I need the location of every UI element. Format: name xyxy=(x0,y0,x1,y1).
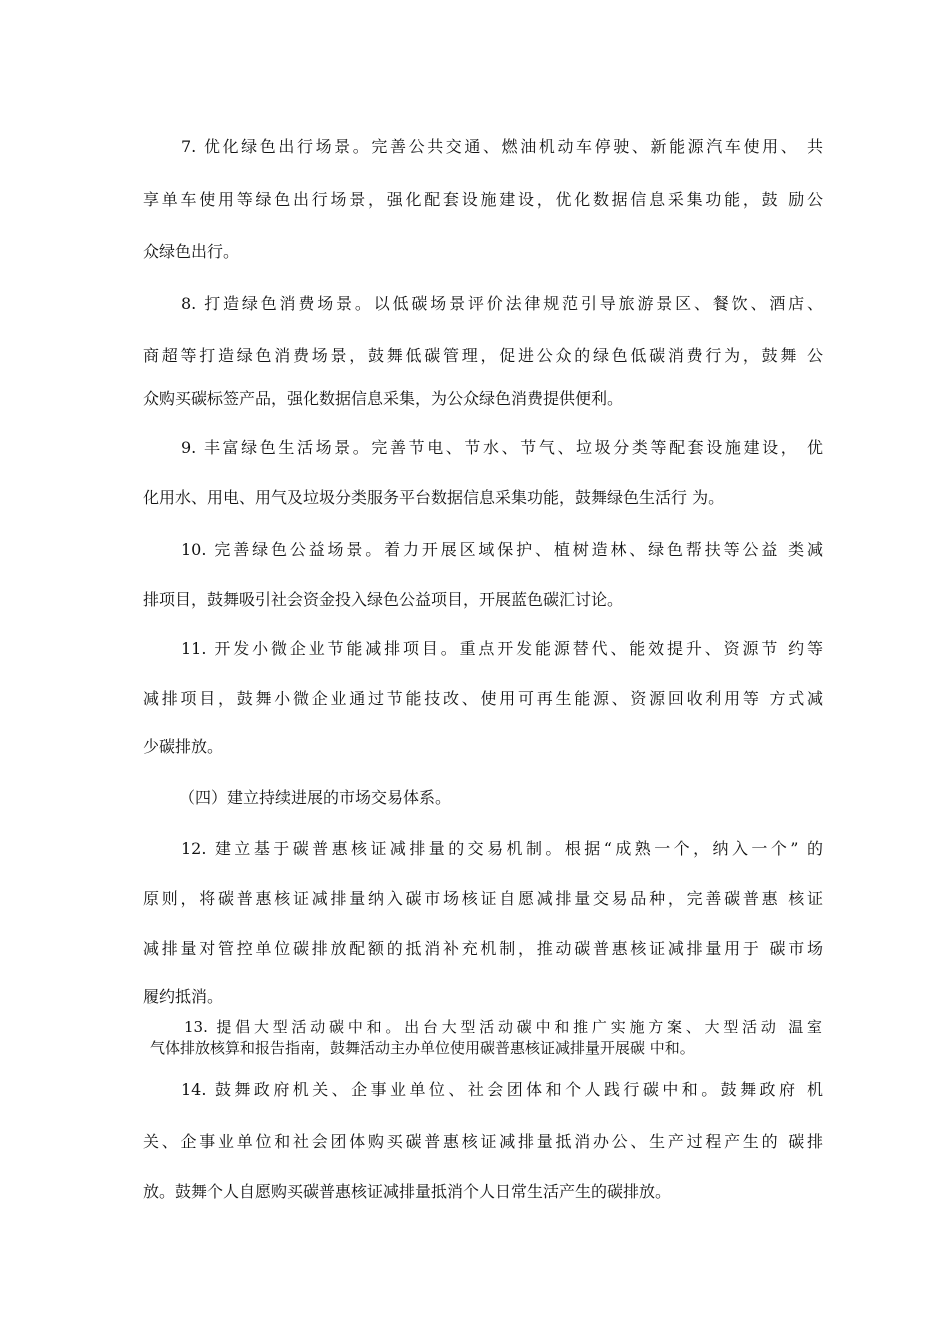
section-heading: （四）建立持续进展的市场交易体系。 xyxy=(179,788,452,807)
paragraph-11-line-1: 11. 开发小微企业节能减排项目。重点开发能源替代、能效提升、资源节 约等 xyxy=(181,639,823,658)
paragraph-9-line-2: 化用水、用电、用气及垃圾分类服务平台数据信息采集功能，鼓舞绿色生活行 为。 xyxy=(143,488,725,507)
paragraph-14-line-2: 关、企事业单位和社会团体购买碳普惠核证减排量抵消办公、生产过程产生的 碳排 xyxy=(143,1132,823,1151)
paragraph-13-line-1: 13. 提倡大型活动碳中和。出台大型活动碳中和推广实施方案、大型活动 温室 xyxy=(184,1018,822,1036)
paragraph-12-line-3: 减排量对管控单位碳排放配额的抵消补充机制，推动碳普惠核证减排量用于 碳市场 xyxy=(143,939,823,958)
paragraph-8-line-1: 8. 打造绿色消费场景。以低碳场景评价法律规范引导旅游景区、餐饮、酒店、 xyxy=(181,294,823,313)
paragraph-12-line-2: 原则，将碳普惠核证减排量纳入碳市场核证自愿减排量交易品种，完善碳普惠 核证 xyxy=(143,889,823,908)
paragraph-7-line-1: 7. 优化绿色出行场景。完善公共交通、燃油机动车停驶、新能源汽车使用、 共 xyxy=(181,137,823,156)
paragraph-12-line-1: 12. 建立基于碳普惠核证减排量的交易机制。根据“成熟一个，纳入一个” 的 xyxy=(181,839,823,858)
paragraph-8-line-3: 众购买碳标签产品，强化数据信息采集，为公众绿色消费提供便利。 xyxy=(143,389,624,408)
paragraph-14-line-1: 14. 鼓舞政府机关、企事业单位、社会团体和个人践行碳中和。鼓舞政府 机 xyxy=(181,1080,823,1099)
paragraph-14-line-3: 放。鼓舞个人自愿购买碳普惠核证减排量抵消个人日常生活产生的碳排放。 xyxy=(143,1182,672,1201)
paragraph-12-line-4: 履约抵消。 xyxy=(143,987,224,1006)
paragraph-8-line-2: 商超等打造绿色消费场景，鼓舞低碳管理，促进公众的绿色低碳消费行为，鼓舞 公 xyxy=(143,346,823,365)
paragraph-11-line-2: 减排项目，鼓舞小微企业通过节能技改、使用可再生能源、资源回收利用等 方式减 xyxy=(143,689,823,708)
paragraph-10-line-1: 10. 完善绿色公益场景。着力开展区域保护、植树造林、绿色帮扶等公益 类减 xyxy=(181,540,823,559)
paragraph-7-line-3: 众绿色出行。 xyxy=(143,242,240,261)
paragraph-13-line-2: 气体排放核算和报告指南，鼓舞活动主办单位使用碳普惠核证减排量开展碳 中和。 xyxy=(150,1039,695,1057)
paragraph-10-line-2: 排项目，鼓舞吸引社会资金投入绿色公益项目，开展蓝色碳汇讨论。 xyxy=(143,590,624,609)
paragraph-9-line-1: 9. 丰富绿色生活场景。完善节电、节水、节气、垃圾分类等配套设施建设， 优 xyxy=(181,438,823,457)
paragraph-7-line-2: 享单车使用等绿色出行场景，强化配套设施建设，优化数据信息采集功能，鼓 励公 xyxy=(143,190,823,209)
paragraph-11-line-3: 少碳排放。 xyxy=(143,737,224,756)
